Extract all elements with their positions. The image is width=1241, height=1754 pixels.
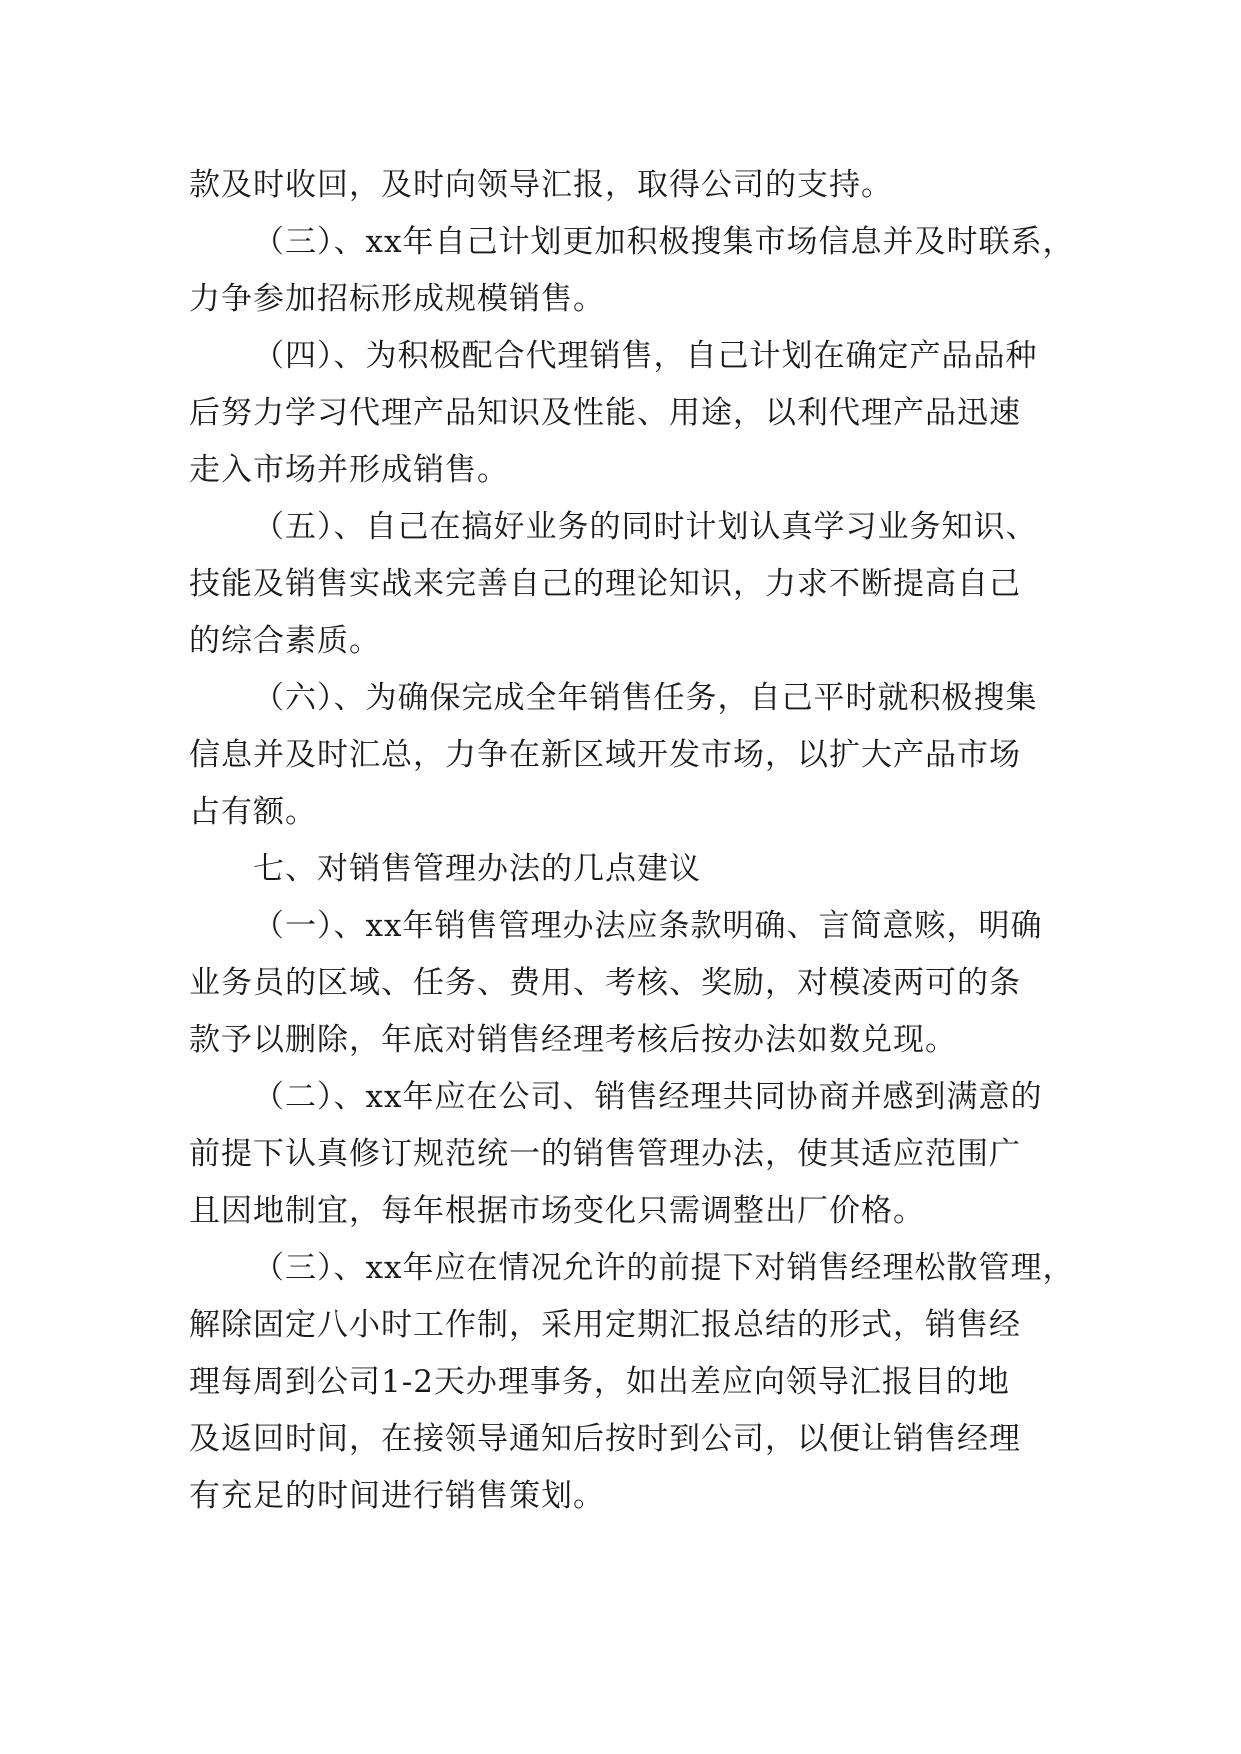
- text-line: 后努力学习代理产品知识及性能、用途，以利代理产品迅速: [189, 395, 1021, 431]
- paragraph-start: （四）、为积极配合代理销售，自己计划在确定产品品种: [253, 338, 1038, 374]
- text-line: 款予以删除，年底对销售经理考核后按办法如数兑现。: [189, 1022, 957, 1058]
- text-line: 占有额。: [189, 794, 317, 830]
- text-line: 业务员的区域、任务、费用、考核、奖励，对模凌两可的条: [189, 965, 1021, 1001]
- paragraph-start: （六）、为确保完成全年销售任务，自己平时就积极搜集: [253, 680, 1038, 716]
- text-line: 款及时收回，及时向领导汇报，取得公司的支持。: [189, 167, 893, 203]
- text-line: 技能及销售实战来完善自己的理论知识，力求不断提高自己: [189, 566, 1021, 602]
- text-line: 解除固定八小时工作制，采用定期汇报总结的形式，销售经: [189, 1307, 1021, 1343]
- text-line: 理每周到公司1-2天办理事务，如出差应向领导汇报目的地: [189, 1364, 1010, 1400]
- text-line: 走入市场并形成销售。: [189, 452, 509, 488]
- text-line: 信息并及时汇总，力争在新区域开发市场，以扩大产品市场: [189, 737, 1021, 773]
- text-line: 的综合素质。: [189, 623, 381, 659]
- paragraph-start: （三）、xx年应在情况允许的前提下对销售经理松散管理，: [253, 1250, 1075, 1286]
- text-line: 且因地制宜，每年根据市场变化只需调整出厂价格。: [189, 1193, 925, 1229]
- text-line: 前提下认真修订规范统一的销售管理办法，使其适应范围广: [189, 1136, 1021, 1172]
- paragraph-start: （二）、xx年应在公司、销售经理共同协商并感到满意的: [253, 1079, 1043, 1115]
- paragraph-start: （三）、xx年自己计划更加积极搜集市场信息并及时联系，: [253, 224, 1075, 260]
- paragraph-start: （一）、xx年销售管理办法应条款明确、言简意赅，明确: [253, 908, 1043, 944]
- section-heading: 七、对销售管理办法的几点建议: [253, 851, 701, 887]
- paragraph-start: （五）、自己在搞好业务的同时计划认真学习业务知识、: [253, 509, 1038, 545]
- text-line: 及返回时间，在接领导通知后按时到公司，以便让销售经理: [189, 1421, 1021, 1457]
- text-line: 力争参加招标形成规模销售。: [189, 281, 605, 317]
- text-line: 有充足的时间进行销售策划。: [189, 1478, 605, 1514]
